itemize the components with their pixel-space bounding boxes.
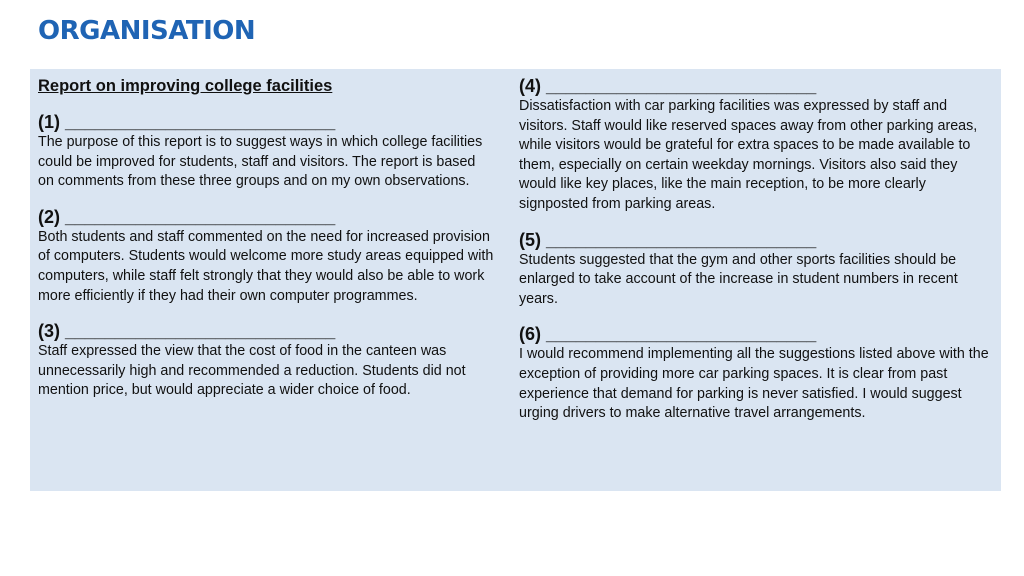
right-column (519, 75, 989, 438)
section-body: Staff expressed the view that the cost of food in the canteen was unnecessarily high and recommended a reduction. Students did not mention price, but would appreciate a wider choice of food. (38, 343, 466, 399)
left-column (38, 75, 494, 415)
section-body: I would recommend implementing all the suggestions listed above with the exception of providing more car parking spaces. It is clear from past experience that demand for parking is never satisfied. I would suggest urging drivers to make alternative travel arrangements. (519, 346, 989, 422)
page-title: ORGANISATION (38, 16, 256, 46)
section-heading: (5) ___________________________ (519, 229, 817, 250)
section-heading: (3) ___________________________ (38, 321, 336, 342)
section-body: Students suggested that the gym and other sports facilities should be enlarged to take account of the increase in student numbers in recent years. (519, 251, 958, 307)
section-heading: (1) ___________________________ (38, 112, 336, 132)
section-heading: (6) ___________________________ (519, 324, 817, 345)
section-3 (38, 320, 494, 401)
section-heading: (4) ___________________________ (519, 76, 817, 96)
report-panel (30, 69, 1001, 491)
section-body: The purpose of this report is to suggest ways in which college facilities could be improved for students, staff and visitors. The report is based on comments from these three groups and on my own observations. (38, 134, 483, 190)
section-5 (519, 229, 989, 310)
section-6 (519, 323, 989, 423)
section-body: Both students and staff commented on the need for increased provision of computers. Students would welcome more study areas equipped with computers, while staff felt strongly that they would also be able to work more efficiently if they had their own computer programmes. (38, 228, 494, 304)
section-4 (519, 75, 989, 215)
section-body: Dissatisfaction with car parking facilities was expressed by staff and visitors. Staff would like reserved spaces away from other parking areas, while visitors would be grateful for extra spaces to be made available to them, especially on certain weekday mornings. Visitors also said they would like key places, like the main reception, to be more clearly signposted from parking areas. (519, 98, 978, 212)
report-title: Report on improving college facilities (38, 77, 333, 95)
section-1 (38, 111, 494, 192)
section-heading: (2) ___________________________ (38, 206, 336, 227)
section-2 (38, 206, 494, 306)
